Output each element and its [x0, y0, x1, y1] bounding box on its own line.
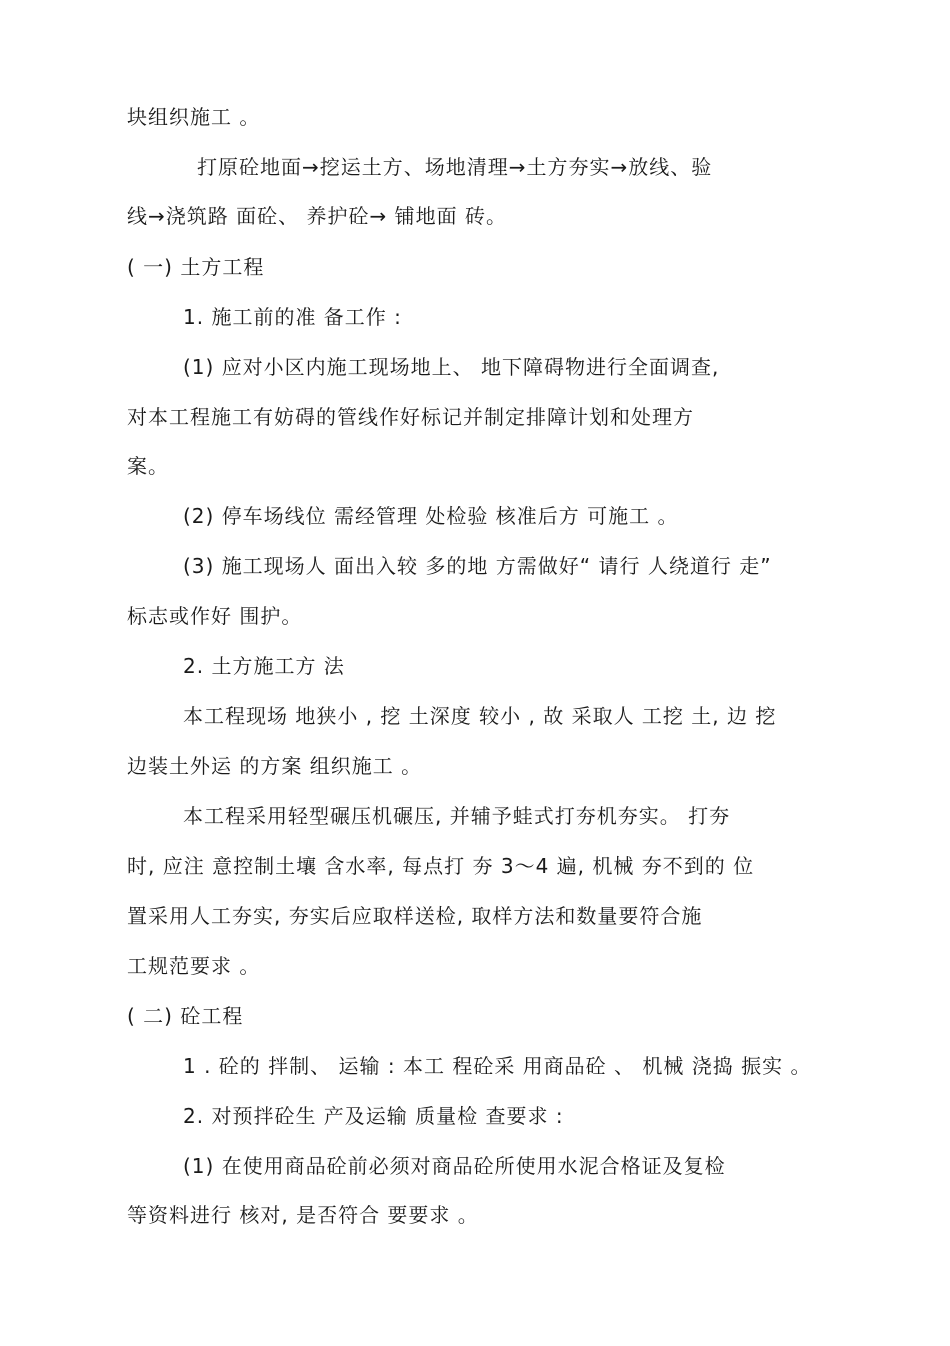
text-line: 本工程现场 地狭小 , 挖 土深度 较小 , 故 采取人 工挖 土, 边 挖	[183, 704, 777, 728]
text-line: (2) 停车场线位 需经管理 处检验 核准后方 可施工 。	[183, 504, 679, 528]
text-line: (3) 施工现场人 面出入较 多的地 方需做好“ 请行 人绕道行 走”	[183, 554, 772, 578]
text-line: 工规范要求 。	[127, 954, 261, 978]
subheading: 2. 对预拌砼生 产及运输 质量检 查要求 :	[183, 1104, 564, 1128]
text-line: 边装土外运 的方案 组织施工 。	[127, 754, 423, 778]
text-line: 线→浇筑路 面砼、 养护砼→ 铺地面 砖。	[127, 204, 507, 228]
text-line: 等资料进行 核对, 是否符合 要要求 。	[127, 1203, 479, 1227]
text-line: 标志或作好 围护。	[127, 604, 303, 628]
text-line: 时, 应注 意控制土壤 含水率, 每点打 夯 3～4 遍, 机械 夯不到的 位	[127, 854, 755, 878]
text-line: 案。	[127, 454, 169, 478]
subheading: 1. 施工前的准 备工作 :	[183, 305, 402, 329]
text-line: 本工程采用轻型碾压机碾压, 并辅予蛙式打夯机夯实。 打夯	[183, 804, 731, 828]
text-line: 块组织施工 。	[127, 105, 261, 129]
section-heading: ( 一) 土方工程	[127, 255, 265, 279]
text-line: 1 . 砼的 拌制、 运输 : 本工 程砼采 用商品砼 、 机械 浇捣 振实 。	[183, 1054, 812, 1078]
text-line: (1) 在使用商品砼前必须对商品砼所使用水泥合格证及复检	[183, 1154, 726, 1178]
section-heading: ( 二) 砼工程	[127, 1004, 244, 1028]
subheading: 2. 土方施工方 法	[183, 654, 345, 678]
text-line: 打原砼地面→挖运土方、场地清理→土方夯实→放线、验	[197, 155, 713, 179]
text-line: 对本工程施工有妨碍的管线作好标记并制定排障计划和处理方	[127, 405, 694, 429]
text-line: (1) 应对小区内施工现场地上、 地下障碍物进行全面调查,	[183, 355, 720, 379]
text-line: 置采用人工夯实, 夯实后应取样送检, 取样方法和数量要符合施	[127, 904, 703, 928]
